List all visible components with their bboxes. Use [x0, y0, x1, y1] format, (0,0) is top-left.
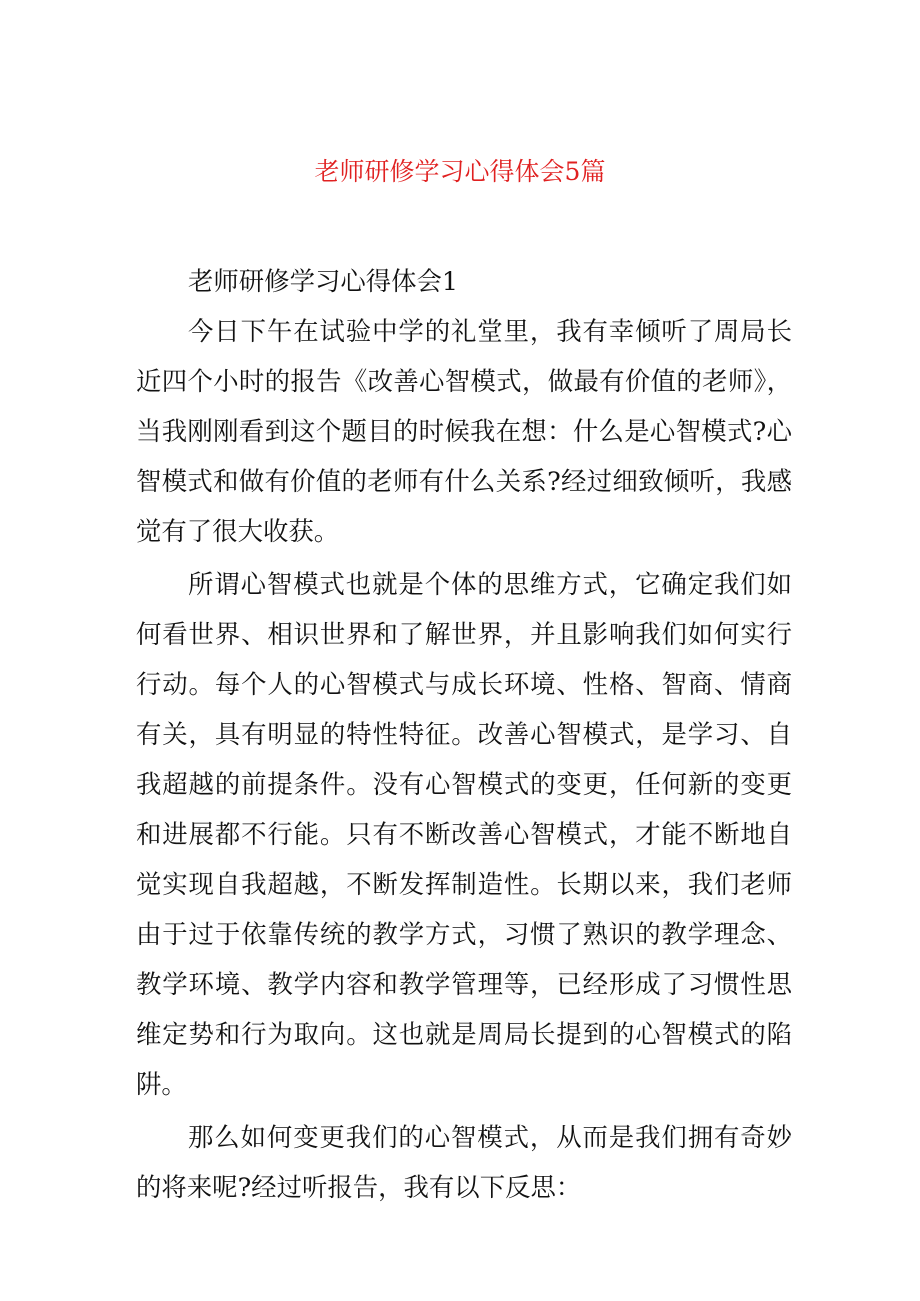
document-title: 老师研修学习心得体会5篇: [314, 157, 606, 186]
paragraph-2: 所谓心智模式也就是个体的思维方式，它确定我们如何看世界、相识世界和了解世界，并且影响我们如何实行行动。每个人的心智模式与成长环境、性格、智商、情商有关，具有明显的特性特征。改善心智模式，是学习、自我超越的前提条件。没有心智模式的变更，任何新的变更和进展都不行能。只有不断改善心智模式，才能不断地自觉实现自我超越，不断发挥制造性。长期以来，我们老师由于过于依靠传统的教学方式，习惯了熟识的教学理念、教学环境、教学内容和教学管理等，已经形成了习惯性思维定势和行为取向。这也就是周局长提到的心智模式的陷阱。: [136, 569, 792, 1099]
paragraph-1: 今日下午在试验中学的礼堂里，我有幸倾听了周局长近四个小时的报告《改善心智模式，做最有价值的老师》，当我刚刚看到这个题目的时候我在想：什么是心智模式?心智模式和做有价值的老师有什么关系?经过细致倾听，我感觉有了很大收获。: [136, 316, 792, 546]
paragraph-3: 那么如何变更我们的心智模式，从而是我们拥有奇妙的将来呢?经过听报告，我有以下反思：: [136, 1122, 792, 1202]
section-heading: 老师研修学习心得体会1: [188, 266, 459, 296]
document-body: [136, 256, 792, 1215]
